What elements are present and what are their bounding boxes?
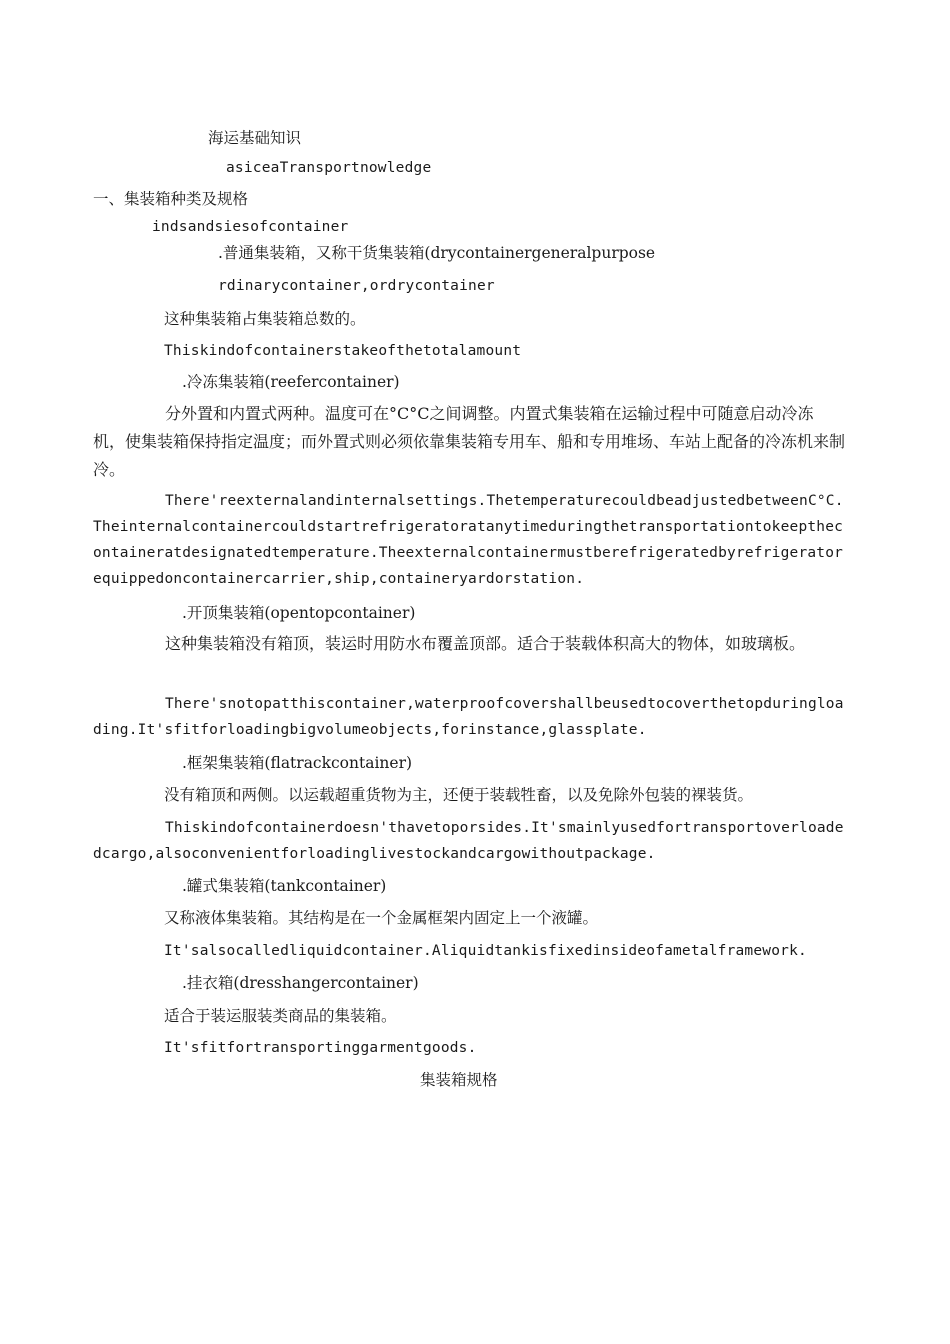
reefer-container-heading: .冷冻集装箱(reefercontainer) (182, 373, 400, 391)
doc-title-cn: 海运基础知识 (208, 129, 302, 147)
flatrack-container-text-en: Thiskindofcontainerdoesn'thavetoporsides.It'smainlyusedfortransportoverloadedcargo,alsoconvenientforloadinglivestockandcargowithoutpackage. (93, 820, 844, 862)
opentop-container-text-en: There'snotopatthiscontainer,waterproofcovershallbeusedtocoverthetopduringloading.It'sfitforloadingbigvolumeobjects,forinstance,glassplate. (93, 696, 844, 738)
doc-title-en: asiceaTransportnowledge (226, 160, 432, 176)
reefer-container-text-en: There'reexternalandinternalsettings.ThetemperaturecouldbeadjustedbetweenC°C.Theinternalcontainercouldstartrefrigeratoratanytimeduringthetransportationtokeepthecontaineratdesignatedtemperature.Theexternalcontainermustberefrigeratedbyrefrigeratorequippedoncontainercarrier,ship,containeryardorstation. (93, 493, 844, 587)
tank-container-heading: .罐式集装箱(tankcontainer) (182, 877, 387, 895)
dry-container-heading-cont: rdinarycontainer,ordrycontainer (218, 278, 495, 294)
dry-container-heading: .普通集装箱，又称干货集装箱(drycontainergeneralpurpose (218, 244, 656, 262)
specs-heading: 集装箱规格 (420, 1071, 498, 1089)
hanger-container-text-en: It'sfitfortransportinggarmentgoods. (164, 1040, 477, 1056)
dry-container-text-cn: 这种集装箱占集装箱总数的。 (164, 310, 366, 328)
reefer-container-text-cn: 分外置和内置式两种。温度可在°C°C之间调整。内置式集装箱在运输过程中可随意启动冷冻机，使集装箱保持指定温度；而外置式则必须依靠集装箱专用车、船和专用堆场、车站上配备的冷冻机来制冷。 (93, 404, 846, 479)
section-heading-en: indsandsiesofcontainer (152, 219, 349, 235)
opentop-container-text-cn: 这种集装箱没有箱顶，装运时用防水布覆盖顶部。适合于装载体积高大的物体，如玻璃板。 (165, 634, 806, 653)
tank-container-text-cn: 又称液体集装箱。其结构是在一个金属框架内固定上一个液罐。 (164, 909, 599, 927)
flatrack-container-text-cn: 没有箱顶和两侧。以运载超重货物为主，还便于装载牲畜，以及免除外包装的裸装货。 (164, 786, 754, 804)
hanger-container-heading: .挂衣箱(dresshangercontainer) (182, 974, 419, 992)
tank-container-text-en: It'salsocalledliquidcontainer.Aliquidtankisfixedinsideofametalframework. (164, 943, 807, 959)
flatrack-container-heading: .框架集装箱(flatrackcontainer) (182, 754, 413, 772)
hanger-container-text-cn: 适合于装运服装类商品的集装箱。 (164, 1007, 397, 1025)
opentop-container-heading: .开顶集装箱(opentopcontainer) (182, 604, 416, 622)
section-heading-cn: 一、集装箱种类及规格 (93, 190, 249, 208)
dry-container-text-en: Thiskindofcontainerstakeofthetotalamount (164, 343, 522, 359)
